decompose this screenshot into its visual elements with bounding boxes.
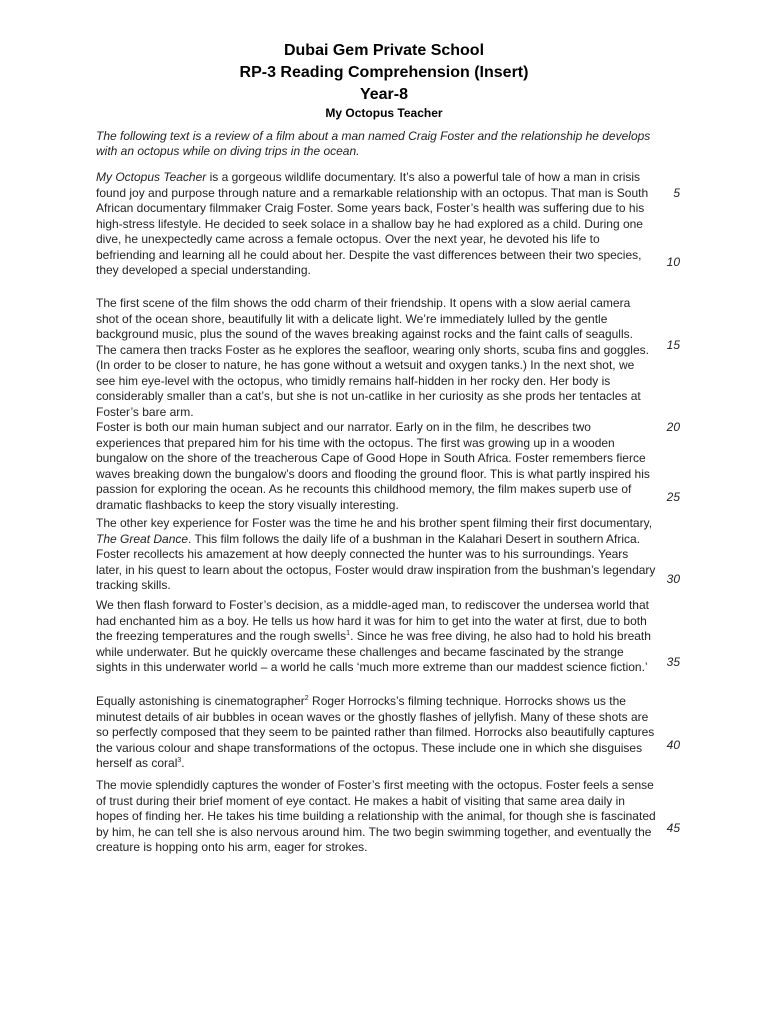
exam-title: RP-3 Reading Comprehension (Insert) [239,64,529,81]
paragraph-6-text-b: Roger Horrocks’s filming technique. Horrocks shows us the minutest details of air bubbles in ocean waves or the ghostly flashes of jellyfish. Many of these shots are so perfectly composed that they seem to be painted rather than filmed. Horrocks also beautifully captures the various colour and shape transformations of the octopus. These include one in which she disguises herself as coral [96,694,655,770]
line-number: 30 [666,572,680,586]
line-number: 40 [666,738,680,752]
paragraph-2-text: The first scene of the film shows the odd charm of their friendship. It opens with a slow aerial camera shot of the ocean shore, beautifully lit with a delicate light. We’re immediately lulled by the gentle background music, plus the sound of the waves breaking against rocks and the faint calls of seagulls. The camera then tracks Foster as he explores the seafloor, wearing only shorts, scuba fins and goggles. (In order to be closer to nature, he has gone without a wetsuit and oxygen tanks.) In the next shot, we see him eye-level with the octopus, who timidly remains half-hidden in her rocky den. Her body is considerably smaller than a cat’s, but she is not un-catlike in her curiosity as she prods her tentacles at Foster’s bare arm. [96,296,649,419]
paragraph-7-text: The movie splendidly captures the wonder of Foster’s first meeting with the octopus. Foster feels a sense of trust during their brief moment of eye contact. He makes a habit of visiting that same area daily in hopes of finding her. He takes his time building a relationship with the animal, for though she is fascinated by him, he can tell she is also nervous around him. The two begin swimming together, and eventually the creature is hopping onto his arm, eager for strokes. [96,778,656,854]
paragraph-4-text-b: . This film follows the daily life of a bushman in the Kalahari Desert in southern Africa. Foster recollects his amazement at how deeply connected the hunter was to his surroundings. Years later, in his quest to learn about the octopus, Foster would draw inspiration from the bushman’s legendary tracking skills. [96,531,656,592]
footnote-1: 1 [346,630,351,637]
paragraph-5 [96,598,656,676]
line-number: 35 [666,655,680,669]
line-number: 10 [666,255,680,269]
documentary-title: The Great Dance [96,531,189,546]
paragraph-6-text-c: . [181,756,185,770]
line-number: 15 [666,338,680,352]
year-level: Year-8 [359,86,409,103]
line-number: 25 [666,490,680,504]
paragraph-3-text: Foster is both our main human subject and our narrator. Early on in the film, he describes two experiences that prepared him for his time with the octopus. The first was growing up in a wooden bungalow on the shore of the treacherous Cape of Good Hope in South Africa. Foster remembers fierce waves breaking down the bungalow’s doors and flooding the ground floor. This is what partly inspired his passion for exploring the ocean. As he recounts this childhood memory, the film makes superb use of dramatic flashbacks to keep the story visually interesting. [96,420,650,512]
film-title: My Octopus Teacher [96,170,207,184]
paragraph-6 [96,694,656,772]
line-number: 20 [666,420,680,434]
paragraph-1 [96,170,656,279]
paragraph-5-text-a: We then flash forward to Foster’s decision, as a middle-aged man, to rediscover the undersea world that had enchanted him as a boy. He tells us how hard it was for him to get into the water at first, due to both the freezing temperatures and the rough swells [96,598,649,643]
line-number: 5 [673,186,680,200]
intro-text: The following text is a review of a film about a man named Craig Foster and the relationship he develops with an octopus while on diving trips in the ocean. [96,129,651,158]
paragraph-5-text-b: . Since he was free diving, he also had to hold his breath while underwater. But he quickly overcame these challenges and became fascinated by the strange sights in this underwater world – a world he calls ‘much more extreme than our maddest science fiction.’ [96,629,651,674]
paragraph-7 [96,778,656,856]
line-number: 45 [666,821,680,835]
paragraph-2 [96,296,656,420]
footnote-3: 3 [177,757,182,764]
paragraph-6-text-a: Equally astonishing is cinematographer [96,694,305,708]
paragraph-4 [96,516,656,594]
school-name: Dubai Gem Private School [283,42,485,59]
document-header [0,40,768,120]
footnote-2: 2 [304,695,309,702]
paragraph-4-text-a: The other key experience for Foster was the time he and his brother spent filming their first documentary, [96,516,653,530]
paragraph-1-text: is a gorgeous wildlife documentary. It’s also a powerful tale of how a man in crisis found joy and purpose through nature and a remarkable relationship with an octopus. That man is South African documentary filmmaker Craig Foster. Some years back, Foster’s health was suffering due to his high-stress lifestyle. He decided to seek solace in a shallow bay he had explored as a child. During one dive, he unexpectedly came across a female octopus. Over the next year, he devoted his life to befriending and learning all he could about her. Despite the vast differences between their two species, they developed a special understanding. [96,170,649,277]
paragraph-3 [96,420,656,513]
text-title: My Octopus Teacher [325,106,443,120]
